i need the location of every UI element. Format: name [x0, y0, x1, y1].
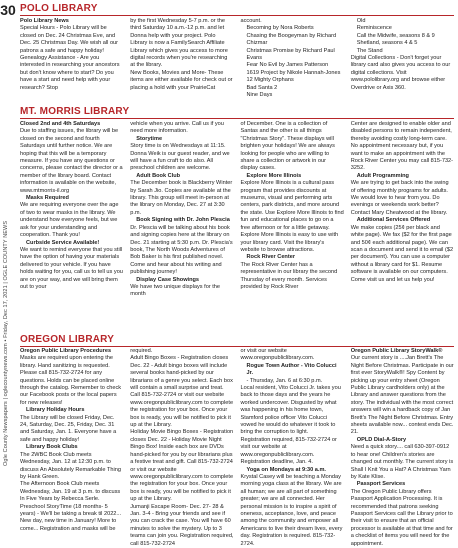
paragraph: The December book is Blackberry Winter by Sarah Jio. Copies are available at the library. This group will meet in-person at the library on Monday, Dec. 27 at 3:30 p.m. — [130, 180, 233, 216]
subheading: Rogue Town Author - Vito Colucci Jr. — [246, 362, 337, 377]
column — [130, 348, 234, 547]
paragraph: Holiday Movie Bingo Boxes - Registration closes Dec. 22 - Holiday Movie Night Bingo Box! Inside each box are DVDs hand-picked for you by our librarians plus a festive treat and gift. Call 815-732-2724 or visit our website www.oregonpubliclibrary.com to complete the registration for your box. Once your box is ready, you will be notified to pick it up at the Library. — [130, 429, 234, 503]
paragraph: Explore More Illinois is a cultural pass program that provides discounts at museums, visual and performing arts centers, park districts, and more around the state. Use Explore More Illinois to find fun and educational places to go on a free afternoon or for a little getaway. Explore More Illinois is easy to use with your library card. Visit the library's website to browse attractions. — [240, 180, 344, 253]
subheading: Rock River Center — [246, 254, 295, 261]
column — [20, 18, 123, 94]
page-number: 30 — [0, 2, 16, 18]
subheading: Yoga on Mondays at 9:30 a.m. — [246, 466, 326, 473]
subheading: Closed 2nd and 4th Saturdays — [20, 121, 101, 127]
paragraph: or visit our website www.oregonpubliclibrary.com. — [240, 348, 315, 362]
subheading: OPLD Dial-A-Story — [356, 436, 407, 443]
subheading: Masks Required — [26, 195, 69, 202]
paragraph: 12 Mighty Orphans — [246, 77, 294, 84]
oregon-columns — [20, 348, 454, 547]
paragraph: Call the Midwife, seasons 8 & 9 — [356, 32, 435, 39]
paragraph: Shetland, seasons 4 & 5 — [356, 40, 418, 47]
paragraph: New Books, Movies and More- These items are either available for check out or placing a hold with your PrairieCat — [130, 69, 233, 91]
paragraph: Preschool StoryTime (18 months- 5 years) - We'll be taking a break til 2022... New day, new time in January! More to come... Registration and masks will be — [20, 503, 122, 532]
subheading: Explore More Illinois — [246, 172, 302, 179]
column — [241, 121, 344, 333]
paragraph: The Rock River Center has a representative in our library the second Thursday of every month. Services provided by Rock River — [240, 261, 338, 290]
column — [20, 121, 123, 333]
paragraph: Center are designed to enable older and disabled persons to remain independent, thereby avoiding costly long-term care. No appointment necessary but, if you want to make an appointment with the Rock River Center you may call 815-732-3252. — [350, 121, 454, 172]
paragraph: Special Hours - Polo Library will be closed on Dec. 24 Christmas Eve, and Dec. 25 Christmas Day. We wish all our patrons a safe and happy holiday! — [20, 25, 119, 54]
paragraph: We have two unique displays for the month — [130, 283, 221, 298]
paragraph: Chasing the Boogeyman by Richard Chizmar — [246, 32, 337, 47]
paragraph: Christmas Promise by Richard Paul Evans — [246, 47, 335, 62]
paragraph: Dr. Plescia will be talking about his book and signing copies here at the library on Dec. 21 starting at 5:30 p.m. Dr. Plescia's book, The North Woods Adventures of Bob Baker is his first published novel. Come and hear about his writing and publishing journey! — [130, 224, 233, 276]
section-heading — [20, 3, 454, 16]
paragraph: account. — [240, 18, 262, 24]
paragraph: Adult Bingo Boxes - Registration closes Dec. 22 - Adult bingo boxes will include several books hand-picked by our librarians of a genre you select. Each box will contain a small surprise and treat. — [130, 355, 233, 392]
column — [240, 348, 344, 547]
paragraph: Bad Santa 2 — [246, 84, 278, 91]
paragraph: Old — [356, 18, 366, 24]
column — [350, 348, 454, 547]
paragraph: Story time is on Wednesdays at 11:15. Donna Weik is our guest reader, and we will have a fun craft to do also. All preschool children are welcome. — [130, 143, 230, 172]
subheading: Additional Services Offered — [356, 217, 431, 224]
subheading: Passport Services — [356, 481, 406, 488]
mt-morris-columns — [20, 121, 454, 333]
section-heading — [20, 334, 454, 347]
paragraph: Call 815-732-2724 or visit our website www.oregonpubliclibrary.com to complete the registration for your box. Once your box is ready, you will be notified to pick it up at the Library. — [130, 392, 234, 429]
subheading: Oregon Public Library Procedures — [20, 348, 112, 354]
paragraph: of December. One is a collection of Santas and the other is all things "Christmas Story". These displays will brighten your holidays! We are always looking for people who are willing to share a collection or artwork in our display cases. — [240, 121, 335, 172]
paragraph: We make copies (25¢ per black and white page). We fax ($2 for the first page and 50¢ each additional page). We can scan a document and send it to email ($2 per document). You can use a computer without a library card for $1. Resume software is available on our computers. Come visit us and let us help you! — [350, 224, 454, 283]
newspaper-page — [20, 0, 454, 547]
paragraph: The Oregon Public Library offers Passport Application Processing. It is recommended that patrons seeking Passport Services call the Library prior to their visit to ensure that an official processor is available at that time and for a checklist of items you will need for the appointment. — [350, 488, 453, 547]
column — [351, 121, 454, 333]
paragraph: Registration required, 815-732-2724 or visit our website at www.oregonpubliclibrary.com. Registration deadline, Jan. 4. — [240, 436, 337, 466]
paragraph: - Thursday, Jan. 6 at 6:30 p.m. — [246, 377, 323, 384]
column — [130, 121, 233, 333]
mt-morris-library-section — [20, 106, 454, 119]
paragraph: The 2WBC Book Club meets Wednesday, Jan. 12 at 12:30 p.m. to discuss An Absolutely Remarkable Thing by Hank Green. — [20, 451, 121, 480]
paragraph: Becoming by Nora Roberts — [246, 25, 314, 32]
paragraph: Digital Collections - Don't forget your library card also gives you access to our digital collections. Visit www.pololibrary.org and browse either Overdrive or Axis 360. — [350, 55, 451, 91]
paragraph: 1619 Project by Nikole Hannah-Jones — [246, 69, 341, 76]
oregon-library-section — [20, 334, 454, 347]
subheading: Book Signing with Dr. John Plescia — [136, 217, 230, 224]
paragraph: We want to remind everyone that you still have the option of having your materials delivered to your vehicle. If you have holds waiting for you, call us to tell us you are on your way, and we will bring them out to your — [20, 246, 123, 290]
polo-library-section — [20, 3, 454, 16]
section-heading — [20, 106, 454, 119]
paragraph: Reminiscence — [356, 25, 392, 32]
subheading: Library Holiday Hours — [26, 407, 85, 414]
paragraph: The Library will be closed Friday, Dec. 24, Saturday, Dec. 25, Friday, Dec. 31 and Saturday, Jan. 1. Everyone have a safe and happy holiday! — [20, 414, 117, 443]
column — [240, 18, 344, 99]
paragraph: Nine Days — [246, 92, 273, 99]
paragraph: We are trying to get back into the swing of offering monthly programs for adults. We would love to hear from you. Do evenings or weekends work better? Contact Mary Cheatwood at the library. — [350, 180, 449, 216]
paragraph: Genealogy Assistance - Are you interested in researching your ancestors but don't know where to start? Do you have a start and need help with your research? Stop — [20, 55, 120, 91]
paragraph: Due to staffing issues, the library will be closed on the second and fourth Saturdays until further notice. We are hoping that this will be a temporary measure. If you have any questions or concerns, please contact the director or a member of the library board. Contact information is available on the website, www.mtmorris-il.org — [20, 128, 123, 194]
column — [20, 348, 123, 532]
subheading: Storytime — [136, 135, 163, 142]
subheading: Curbside Service Available! — [26, 239, 100, 246]
polo-columns — [20, 18, 454, 99]
paragraph: Fear No Evil by James Patterson — [246, 62, 329, 69]
paragraph: Krystal Casey will be teaching a Monday morning yoga class at the library. We are all human; we are all part of something greater; we are all connected. Her personal mission is to inspire a spirit of oneness, acceptance, love, and peace among the community and empower all Americans to live their dream lives, every day. Registration is required. 815-732-2724. — [240, 473, 343, 547]
paragraph: Masks are required upon entering the library. Hand sanitizing is requested. Please call 815-732-2724 for any questions. Holds can be placed online through the catalog. Remember to check our Facebook posts or the local papers for new releases! — [20, 355, 122, 406]
paragraph: by the first Wednesday 5-7 p.m. or the third Saturday 10 a.m.-12 p.m. and let Donna help with your project. Polo Library is now a FamilySearch Affiliate Library which gives you access to more digital records when you're researching at the library. — [130, 18, 228, 69]
paragraph: We are requiring everyone over the age of two to wear masks in the library. We understand how everyone feels, but we ask for your understanding and cooperation. Thank you! — [20, 202, 119, 239]
paragraph: Our current story is ....Jan Brett's The Night Before Christmas. Participate in our first ever StoryWalk®! Spy Content by picking up your entry sheet (Oregon Public Library cardholders only) at the Library and answer questions from the story. The individual with the most correct answers will win a hardback copy of Jan Brett's The Night Before Christmas. Entry sheets available now... contest ends Dec. 21. — [350, 355, 454, 436]
column — [351, 18, 454, 94]
paragraph: Local resident, Vito Colucci Jr. takes you back to those days and the years he worked undercover. Disgusted by what was happening in his home town, Stamford police officer Vito Colucci vowed he would do whatever it took to bring the corruption to light. — [240, 385, 341, 436]
section-title: MT. MORRIS LIBRARY — [20, 106, 130, 117]
subheading: Adult Programming — [356, 172, 409, 179]
paragraph: Need a quick story.... call 630-397-0912 to hear one! Children's stories are changed out monthly. The current story is Shall I Knit You a Hat? A Christmas Yarn by Kate Klise. — [350, 444, 454, 480]
paragraph: Jumanji Escape Room- Dec. 27- 28 & Jan. 3-4 - Bring your friends and see if you can crack the case. You will have 60 minutes to solve the mystery. Up to 3 teams can join you. Registration required, call 815-732-2724 — [130, 503, 234, 547]
subheading: Display Case Showings — [136, 276, 200, 283]
subheading: Polo Library News — [20, 18, 69, 24]
subheading: Library Book Clubs — [26, 444, 78, 451]
page-margin — [0, 0, 16, 480]
column — [130, 18, 233, 94]
subheading: Oregon Public Library StoryWalk® — [350, 348, 443, 354]
subheading: Adult Book Club — [136, 172, 181, 179]
paragraph: The Stand — [356, 47, 383, 54]
section-title: POLO LIBRARY — [20, 3, 98, 14]
paragraph: vehicle when you arrive. Call us if you need more information. — [130, 121, 224, 135]
running-header: Ogle County Newspapers | oglecountynews.com • Friday, Dec 17, 2021 | OGLE COUNTY NEWS — [3, 220, 9, 466]
section-title: OREGON LIBRARY — [20, 334, 115, 345]
paragraph: The Afternoon Book Club meets Wednesday, Jan. 19 at 3 p.m. to discuss In Five Years by Rebecca Serle. — [20, 481, 121, 503]
paragraph: required. — [130, 348, 153, 354]
